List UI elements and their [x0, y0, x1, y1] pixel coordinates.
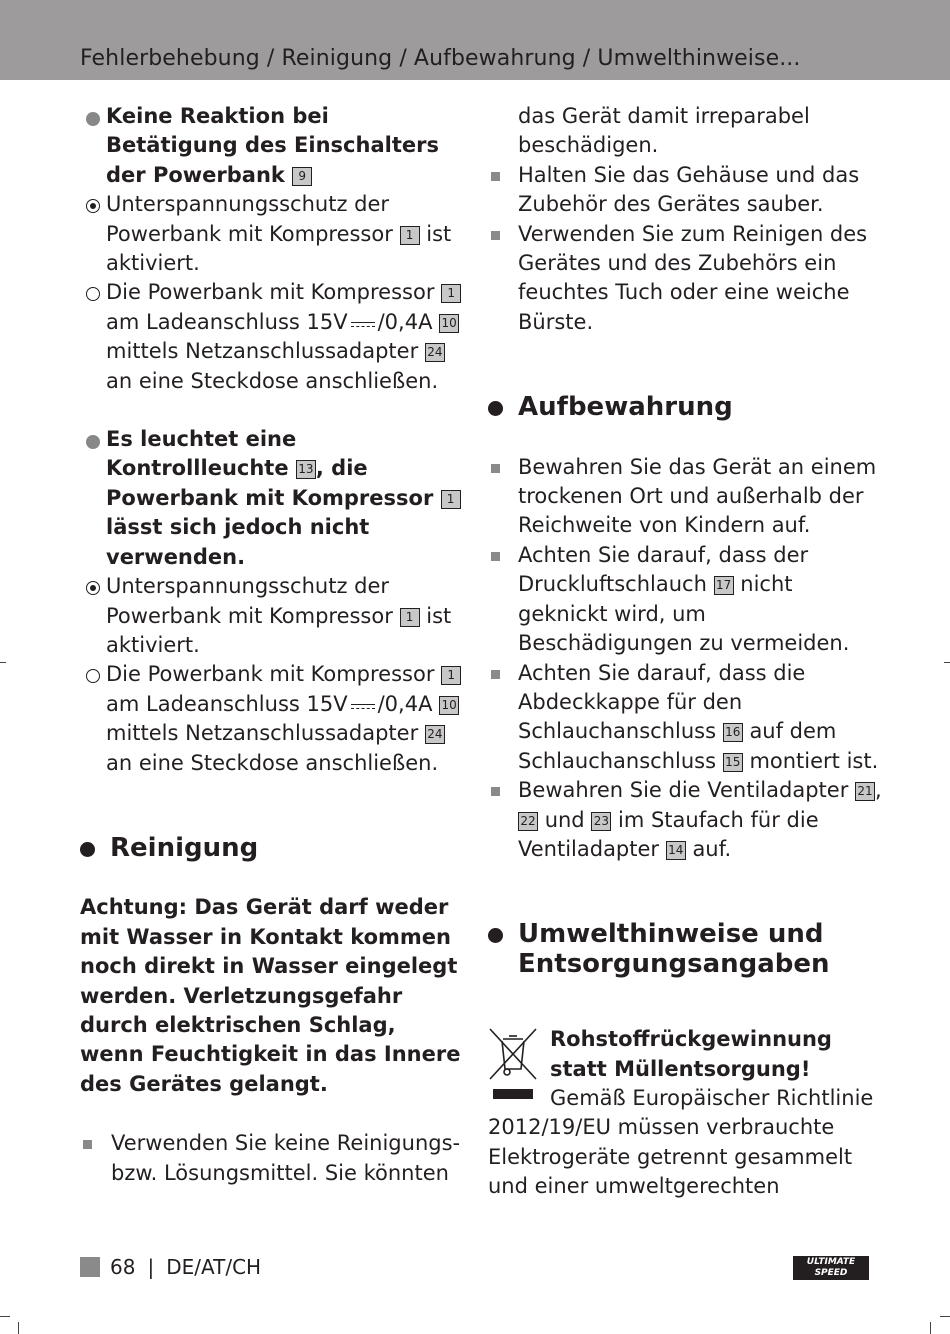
warning-text: Achtung: Das Gerät darf weder mit Wasser in Kontakt kommen noch direkt in Wasser eingelegt werden. Verletzungsgefahr durch elektrischen Schlag, wenn Feuchtigkeit in das Innere des Gerätes gelangt.: [80, 895, 461, 1096]
list-item: Halten Sie das Gehäuse und das Zubehör des Gerätes sauber.: [488, 161, 883, 220]
list-item: Achten Sie darauf, dass die Abdeckkappe für den Schlauchanschluss 16 auf dem Schlauchanschluss 15 montiert ist.: [488, 659, 883, 777]
list-item: Achten Sie darauf, dass der Druckluftschlauch 17 nicht geknickt wird, um Beschädigungen zu vermeiden.: [488, 541, 883, 659]
recycling-title: Rohstoffrückgewinnung statt Müllentsorgung!: [550, 1027, 832, 1081]
footer-divider: |: [147, 1255, 155, 1279]
header-bar: [0, 0, 950, 80]
problem-heading: Keine Reaktion bei Betätigung des Einschalters der Powerbank 9: [80, 102, 465, 190]
cause-item: Unterspannungsschutz der Powerbank mit Kompressor 1 ist aktiviert.: [80, 190, 465, 278]
crop-mark: [930, 1322, 931, 1334]
right-column: [488, 102, 883, 1202]
region-label: DE/AT/CH: [166, 1255, 262, 1279]
cause-item: Unterspannungsschutz der Powerbank mit Kompressor 1 ist aktiviert.: [80, 572, 465, 660]
part-number-badge: 10: [439, 314, 459, 333]
part-number-badge: 1: [400, 608, 420, 627]
cause-icon: [86, 199, 100, 213]
part-number-badge: 24: [425, 343, 445, 362]
solution-icon: [86, 287, 100, 301]
crop-mark: [18, 1322, 19, 1334]
recycling-block: [488, 1025, 883, 1201]
cause-icon: [86, 581, 100, 595]
dc-symbol-icon: [351, 704, 375, 712]
bullet-icon: [86, 112, 100, 126]
bullet-icon: [488, 401, 503, 416]
part-number-badge: 14: [666, 841, 686, 860]
crop-mark: [0, 1316, 10, 1317]
part-number-badge: 23: [591, 812, 611, 831]
crop-mark: [0, 662, 6, 663]
list-item: Verwenden Sie zum Reinigen des Gerätes und des Zubehörs ein feuchtes Tuch oder eine weiche Bürste.: [488, 220, 883, 338]
part-number-badge: 21: [855, 782, 875, 801]
square-bullet-icon: [491, 231, 500, 240]
footer-square-icon: [80, 1257, 100, 1277]
square-bullet-icon: [491, 464, 500, 473]
list-item: Bewahren Sie die Ventiladapter 21 , 22 und 23 im Staufach für die Ventiladapter 14 auf.: [488, 776, 883, 864]
section-heading-aufbewahrung: Aufbewahrung: [488, 393, 883, 422]
square-bullet-icon: [491, 552, 500, 561]
part-number-badge: 1: [441, 490, 461, 509]
square-bullet-icon: [83, 1140, 92, 1149]
left-column: [80, 102, 465, 1188]
list-item: Verwenden Sie keine Reinigungs- bzw. Lösungsmittel. Sie könnten: [80, 1129, 465, 1188]
solution-item: Die Powerbank mit Kompressor 1 am Ladeanschluss 15V /0,4A 10 mittels Netzanschlussadapter 24 an eine Steckdose anschließen.: [80, 278, 465, 396]
part-number-badge: 22: [518, 812, 538, 831]
dc-symbol-icon: [351, 322, 375, 330]
bullet-icon: [80, 842, 95, 857]
brand-logo: ULTIMATE SPEED: [793, 1256, 869, 1280]
part-number-badge: 1: [441, 666, 461, 685]
section-heading-reinigung: Reinigung: [80, 834, 465, 863]
crop-mark: [944, 662, 950, 663]
footer: [80, 1255, 261, 1279]
part-number-badge: 9: [292, 167, 312, 186]
page-number: 68: [110, 1255, 136, 1279]
bullet-icon: [86, 435, 100, 449]
part-number-badge: 1: [400, 226, 420, 245]
crossed-out-wheelie-bin-icon: [488, 1027, 538, 1101]
list-item-continuation: das Gerät damit irreparabel beschädigen.: [518, 104, 810, 158]
part-number-badge: 17: [714, 576, 734, 595]
solution-item: Die Powerbank mit Kompressor 1 am Ladeanschluss 15V /0,4A 10 mittels Netzanschlussadapter 24 an eine Steckdose anschließen.: [80, 660, 465, 778]
part-number-badge: 1: [441, 284, 461, 303]
square-bullet-icon: [491, 787, 500, 796]
section-heading-umwelthinweise: Umwelthinweise und Entsorgungsangaben: [488, 920, 883, 979]
solution-icon: [86, 669, 100, 683]
page-title: Fehlerbehebung / Reinigung / Aufbewahrung / Umwelthinweise...: [80, 46, 801, 71]
recycling-text: Gemäß Europäischer Richtlinie 2012/19/EU müssen verbrauchte Elektrogeräte getrennt gesammelt und einer umweltgerechten: [488, 1085, 874, 1199]
list-item: Bewahren Sie das Gerät an einem trockenen Ort und außerhalb der Reichweite von Kindern auf.: [488, 453, 883, 541]
part-number-badge: 15: [723, 753, 743, 772]
square-bullet-icon: [491, 172, 500, 181]
square-bullet-icon: [491, 670, 500, 679]
part-number-badge: 13: [296, 460, 316, 479]
part-number-badge: 24: [425, 725, 445, 744]
part-number-badge: 16: [723, 723, 743, 742]
part-number-badge: 10: [439, 696, 459, 715]
crop-mark: [940, 1316, 950, 1317]
problem-heading: Es leuchtet eine Kontrollleuchte 13 , die Powerbank mit Kompressor 1 lässt sich jedoch nicht verwenden.: [80, 425, 465, 572]
bullet-icon: [488, 928, 503, 943]
